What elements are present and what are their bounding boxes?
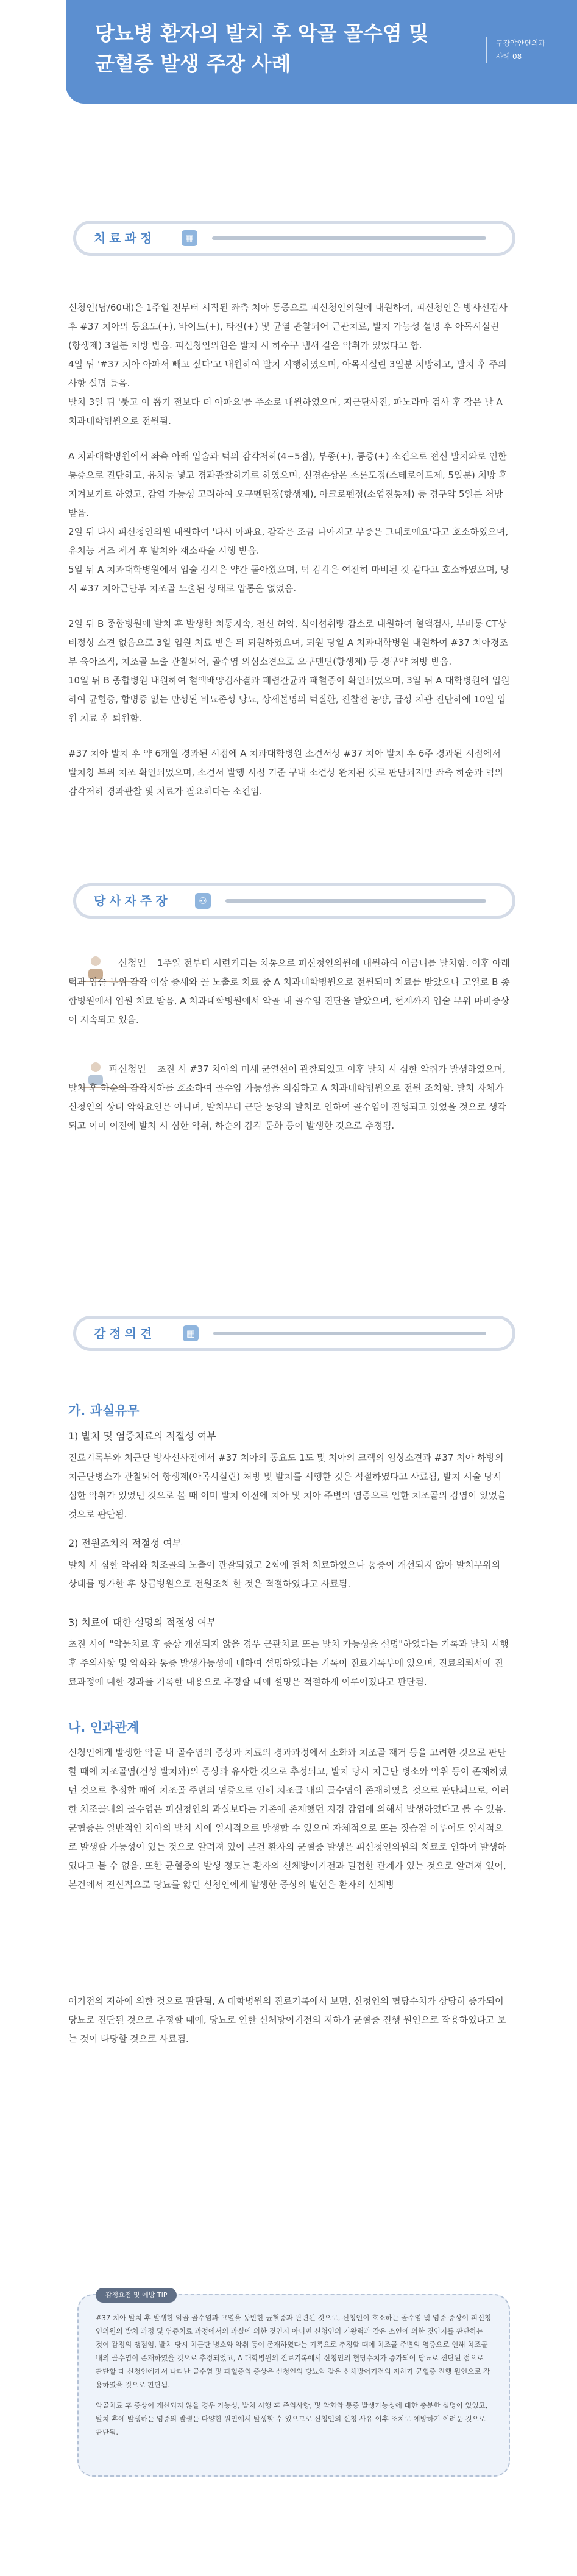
document-icon: ▦	[182, 230, 197, 246]
document-icon: ▦	[183, 1325, 199, 1341]
case-category-line-1: 구강악안면외과	[496, 39, 546, 48]
section-header-opinion	[73, 1316, 515, 1353]
section-title-treatment: 치료과정	[94, 231, 156, 245]
applicant-claim-text: 1주일 전부터 시련거리는 치통으로 피신청인의원에 내원하여 어금니를 발치함. 이후 아래턱과 입술 부위 감각 이상 증세와 골 노출로 치료 중 A 치과대학병원으로 전원되어 치료를 받았으나 고열로 B 종합병원에서 입원 치료 받음, A 치과대학병원에서 악골 내 골수염 진단을 받았으며, 현재까지 입술 부위 마비증상이 지속되고 있음.	[68, 958, 510, 1025]
respondent-claim-text: 초진 시 #37 치아의 미세 균열선이 관찰되었고 이후 발치 시 심한 악취가 발생하였으며, 발치 후 하순의 감각저하를 호소하여 골수염 가능성을 의심하고 A 치과대학병원으로 전원 조치함. 발치 자체가 신청인의 상태 악화요인은 아니며, 발치부터 근단 농양의 발치로 인하여 골수염이 진행되고 있었을 것으로 생각되고 이미 이전에 발치 시 심한 악취, 하순의 감각 둔화 등이 발생한 것으로 추정됨.	[68, 1064, 506, 1131]
applicant-claim	[68, 954, 511, 1029]
section-divider-bar	[213, 1332, 486, 1335]
treatment-paragraph: #37 치아 발치 후 약 6개월 경과된 시점에 A 치과대학병원 소견서상 #37 치아 발치 후 6주 경과된 시점에서 발치창 부위 치조 확인되었으며, 소견서 발행 시점 기준 구내 소견상 완치된 것로 판단되지만 좌측 하순과 턱의 감각저하 경과관찰 및 치료가 필요하다는 소견임.	[68, 748, 503, 797]
answer-3: 초진 시에 "약물치료 후 증상 개선되지 않을 경우 근관치료 또는 발치 가능성을 설명"하였다는 기록과 발치 시행 후 주의사항 및 약화와 통증 발생가능성에 대하여 설명하였다는 기록이 진료기록부에 있으며, 진료의뢰서에 진료과정에 대한 경과를 기록한 내용으로 추정할 때에 설명은 적절하게 이루어졌다고 판단됨.	[68, 1639, 509, 1687]
treatment-text	[68, 298, 511, 817]
causation-text-continued: 어기전의 저하에 의한 것으로 판단됨, A 대학병원의 진료기록에서 보면, 신청인의 혈당수치가 상당히 증가되어 당뇨로 진단된 것으로 추정할 때에, 당뇨로 인한 신체방어기전의 저하가 균혈증 진행 원인으로 작용하였다고 보는 것이 타당할 것으로 사료됨.	[68, 1996, 506, 2044]
tip-paragraph: #37 치아 발치 후 발생한 악골 골수염과 고열을 동반한 균혈증과 관련된 것으로, 신청인이 호소하는 골수염 및 염증 증상이 피신청인의원의 발치 과정 및 염증치료 과정에서의 과실에 의한 것인지 아니면 신청인의 기왕력과 같은 소인에 의한 것인지를 판단하는 것이 감정의 쟁점임, 발치 당시 치근단 병소와 악취 등이 존재하였다는 기록으로 추정할 때에 치조골 주변의 염증으로 인해 치조골 내의 골수염이 존재하였을 것으로 추정되었고, A 대학병원의 진료기록에서 신청인의 혈당수치가 증가되어 당뇨로 진단된 점으로 판단할 때 신청인에게서 나타난 골수염 및 패혈증의 증상은 신청인의 당뇨와 같은 신체방어기전의 저하가 균혈증 진행 원인으로 작용하였을 것으로 판단됨.	[96, 2313, 492, 2389]
case-category	[486, 37, 575, 63]
treatment-paragraph: 신청인(남/60대)은 1주일 전부터 시작된 좌측 치아 통증으로 피신청인의원에 내원하여, 피신청인은 방사선검사 후 #37 치아의 동요도(+), 바이트(+), 타진(+) 및 균열 관찰되어 근관치료, 발치 가능성 설명 후 아목시실린(항생제) 3일분 처방 받음. 피신청인의원은 발치 시 하수구 냄새 같은 악취가 있었다고 함. 4일 뒤 '#37 치아 아파서 빼고 싶다'고 내원하여 발치 시행하였으며, 아목시실린 3일분 처방하고, 발치 후 주의사항 설명 들음. 발치 3일 뒤 '붓고 이 뽑기 전보다 더 아파요'를 주소로 내원하였으며, 지근단사진, 파노라마 검사 후 잡은 날 A 치과대학병원으로 전원됨.	[68, 302, 508, 426]
tip-box	[77, 2291, 510, 2477]
page-title	[95, 18, 436, 79]
treatment-paragraph: A 치과대학병원에서 좌측 아래 입술과 턱의 감각저하(4~5점), 부종(+), 통증(+) 소견으로 전신 발치와로 인한 통증으로 진단하고, 유치능 넣고 경과관찰하기로 하였으며, 신경손상은 소론도정(스테로이드제, 5일분) 처방 후 지켜보기로 하였고, 감염 가능성 고려하여 오구멘틴정(항생제), 아크로펜정(소염진통제) 등 경구약 5일분 처방 받음. 2일 뒤 다시 피신청인의원 내원하여 '다시 아파요, 감각은 조금 나아지고 부종은 그대로에요'라고 호소하였으며, 유치능 거즈 제거 후 발치와 재소파술 시행 받음. 5일 뒤 A 치과대학병원에서 입술 감각은 약간 돌아왔으며, 턱 감각은 여전히 마비된 것 같다고 호소하였으며, 당시 #37 치아근단부 치조골 노출된 상태로 압통은 없었음.	[68, 451, 509, 594]
question-2: 2) 전원조치의 적절성 여부	[68, 1537, 182, 1549]
tip-tag: 감정요점 및 예방 TIP	[96, 2288, 177, 2303]
section-header-claims	[73, 883, 515, 921]
answer-2: 발치 시 심한 악취와 치조골의 노출이 관찰되었고 2회에 걸쳐 치료하였으나 통증이 개선되지 않아 발치부위의 상태를 평가한 후 상급병원으로 전원조치 한 것은 적절하였다고 사료됨.	[68, 1559, 501, 1589]
answer-1: 진료기록부와 치근단 방사선사진에서 #37 치아의 동요도 1도 및 치아의 크랙의 임상소견과 #37 치아 하방의 치근단병소가 관찰되어 항생제(아목시실린) 처방 및 발치를 시행한 것은 적절하였다고 사료됨, 발치 시술 당시 심한 악취가 있었던 것으로 볼 때 이미 발치 이전에 치아 및 치아 주변의 염증으로 인한 치조골의 감염이 있었을 것으로 판단됨.	[68, 1452, 506, 1520]
causation-text: 신청인에게 발생한 악골 내 골수염의 증상과 치료의 경과과정에서 소화와 치조골 재거 등을 고려한 것으로 판단할 때에 치조골염(건성 발치와)의 증상과 유사한 것으로 추정되고, 발치 당시 치근단 병소와 악취 등이 존재하였던 것으로 추정할 때에 치조골 주변의 염증으로 인해 치조골 내의 골수염이 존재하였을 것으로 판단되므로, 이러한 치조골내의 골수염은 피신청인의 과실보다는 기존에 존재했던 지정 감염에 의해서 발생하였다고 볼 수 있음. 균혈증은 일반적인 치아의 발치 시에 일시적으로 발생할 수 있으며 자체적으로 또는 짓습검 이루어도 일시적으로 발생할 가능성이 있는 것으로 알려져 있어 본건 환자의 균혈증 발생은 피신청인의원의 치료로 인하여 발생하였다고 볼 수 없음, 또한 균혈증의 발생 정도는 환자의 신체방어기전과 밀접한 관계가 있는 것으로 알려져 있어, 본건에서 전신적으로 당뇨를 앓던 신청인에게 발생한 증상의 발현은 환자의 신체방	[68, 1747, 509, 1890]
people-icon: ⚇	[195, 893, 211, 909]
section-header-treatment	[73, 221, 515, 258]
heading-causation: 나. 인과관계	[68, 1720, 140, 1735]
tip-paragraph: 악골치료 후 증상이 개선되지 않을 경우 가능성, 발치 시행 후 주의사항, 및 악화와 통증 발생가능성에 대한 충분한 설명이 있었고, 발치 후에 발생하는 염증의 발생은 다양한 원인에서 발생할 수 있으므로 신청인의 신청 사유 이후 조치로 예방하기 어려운 것으로 판단됨.	[96, 2401, 488, 2437]
heading-negligence: 가. 과실유무	[68, 1403, 140, 1418]
respondent-claim	[68, 1060, 511, 1135]
page-title-line-1: 당뇨병 환자의 발치 후 악골 골수염 및	[95, 21, 429, 45]
question-1: 1) 발치 및 염증치료의 적절성 여부	[68, 1430, 216, 1442]
page-title-line-2: 균혈증 발생 주장 사례	[95, 52, 291, 76]
section-divider-bar	[212, 236, 486, 240]
treatment-paragraph: 2일 뒤 B 종합병원에 발치 후 발생한 치통지속, 전신 허약, 식이섭취량 감소로 내원하여 혈액검사, 부비동 CT상 비정상 소견 없음으로 3일 입원 치료 받은 뒤 퇴원하였으며, 퇴원 당일 A 치과대학병원 내원하여 #37 치아경조부 육아조직, 치조골 노출 관찰되어, 골수염 의심소견으로 오구멘틴(항생제) 등 경구약 처방 받음. 10일 뒤 B 종합병원 내원하여 혈액배양검사결과 폐렴간균과 패혈증이 확인되었으며, 3일 뒤 A 대학병원에 입원하여 균혈증, 합병증 없는 만성된 비뇨존성 당뇨, 상세불명의 턱질환, 진찰전 농양, 급성 치관 진단하에 10일 입원 치료 후 퇴원함.	[68, 618, 510, 724]
title-banner	[66, 0, 577, 104]
applicant-label: 신청인	[118, 957, 146, 969]
section-title-opinion: 감정의견	[94, 1326, 156, 1341]
question-3: 3) 치료에 대한 설명의 적절성 여부	[68, 1617, 216, 1628]
respondent-label: 피신청인	[108, 1063, 146, 1075]
section-divider-bar	[225, 899, 486, 903]
case-number: 사례 08	[496, 52, 522, 61]
tip-body	[96, 2311, 492, 2446]
section-title-claims: 당사자주장	[94, 894, 171, 908]
